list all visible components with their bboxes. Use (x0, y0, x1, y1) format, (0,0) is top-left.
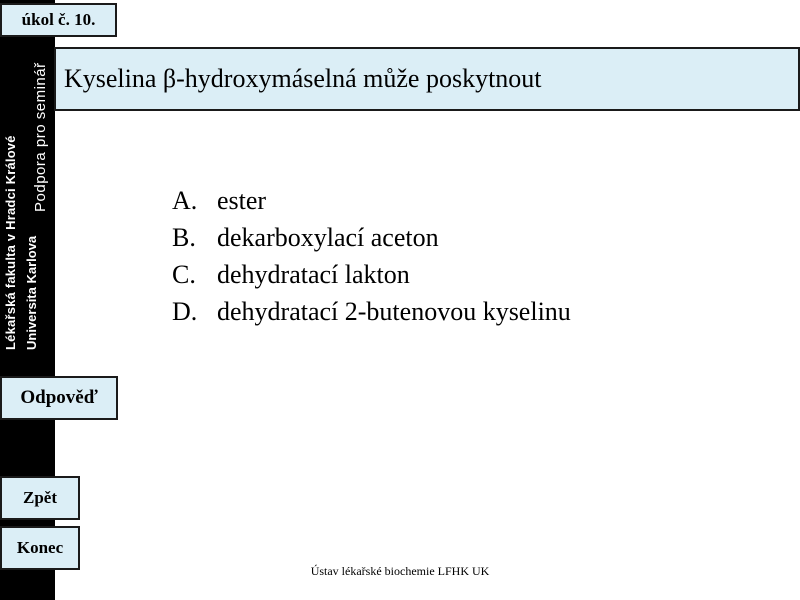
option-b (172, 219, 571, 256)
option-letter: B. (172, 223, 196, 252)
option-c (172, 256, 571, 293)
option-d (172, 293, 571, 330)
end-button[interactable]: Konec (0, 526, 80, 570)
sidebar-faculty-text: Lékařská fakulta v Hradci Králové (3, 135, 18, 350)
answer-options-list (172, 182, 571, 330)
back-button[interactable]: Zpět (0, 476, 80, 520)
question-title: Kyselina β-hydroxymáselná může poskytnout (54, 47, 800, 111)
sidebar-support-text: Podpora pro seminář (32, 62, 49, 212)
option-text: dehydratací 2-butenovou kyselinu (217, 297, 571, 326)
footer-text: Ústav lékařské biochemie LFHK UK (310, 564, 490, 578)
sidebar-university-text: Universita Karlova (24, 235, 39, 350)
option-letter: D. (172, 297, 198, 326)
option-text: dehydratací lakton (217, 260, 410, 289)
option-a (172, 182, 571, 219)
task-number-label: úkol č. 10. (0, 3, 117, 37)
option-letter: C. (172, 260, 196, 289)
answer-button[interactable]: Odpověď (0, 376, 118, 420)
option-text: ester (217, 186, 267, 215)
option-text: dekarboxylací aceton (217, 223, 439, 252)
option-letter: A. (172, 186, 198, 215)
